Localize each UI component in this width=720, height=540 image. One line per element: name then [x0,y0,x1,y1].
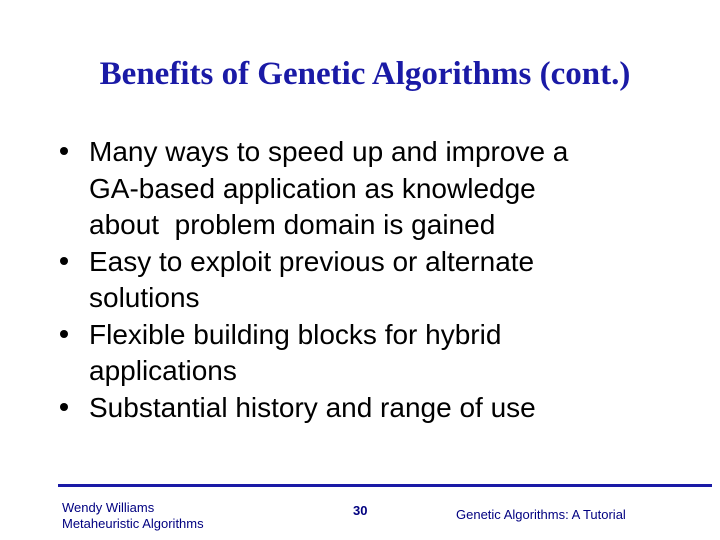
bullet-line: Easy to exploit previous or alternate [89,245,535,277]
page-number: 30 [353,503,368,518]
bullet-dot-icon [60,403,68,411]
bullet-dot-icon [60,147,68,155]
bullet-line: applications [89,355,237,386]
footer-deck-title: Genetic Algorithms: A Tutorial [456,507,626,522]
bullet-line: Flexible building blocks for hybrid [89,318,502,350]
bullet-item [60,134,700,244]
bullet-line: Substantial history and range of use [89,391,536,423]
footer-course: Metaheuristic Algorithms [62,516,204,531]
footer-author-block [62,500,204,532]
bullet-line: about problem domain is gained [89,209,496,240]
bullet-item [60,317,700,390]
bullet-list [60,134,700,426]
slide-title: Benefits of Genetic Algorithms (cont.) [99,56,631,92]
bullet-dot-icon [60,330,68,338]
bullet-dot-icon [60,257,68,265]
bullet-line: GA-based application as knowledge [89,172,536,204]
bullet-item [60,244,700,317]
bullet-line: Many ways to speed up and improve a [89,136,569,167]
bullet-item [60,390,700,427]
footer-author: Wendy Williams [62,500,155,515]
bullet-line: solutions [89,282,200,313]
footer-divider [58,484,712,487]
